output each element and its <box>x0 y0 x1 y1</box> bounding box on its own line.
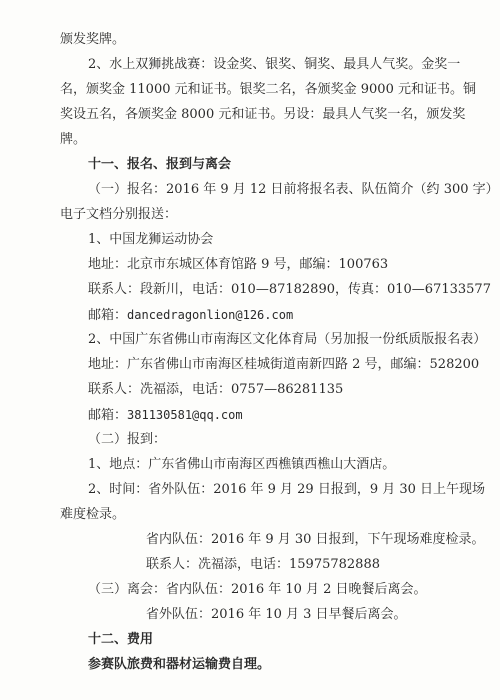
check-in-time-outside: 2、时间：省外队伍：2016 年 9 月 29 日报到，9 月 30 日上午现场 <box>88 482 486 497</box>
registration-deadline-line: （一）报名：2016 年 9 月 12 日前将报名表、队伍简介（约 300 字） <box>88 182 499 197</box>
section-11-heading: 十一、报名、报到与离会 <box>88 157 232 172</box>
org1-email-address: dancedragonlion@126.com <box>127 308 294 322</box>
org2-contact: 联系人：冼福添，电话：0757—86281135 <box>88 382 344 397</box>
double-lion-challenge-line: 2、水上双狮挑战赛：设金奖、银奖、铜奖、最具人气奖。金奖一 <box>88 57 461 72</box>
departure-inside: （三）离会：省内队伍：2016 年 10 月 2 日晚餐后离会。 <box>88 582 427 597</box>
org1-contact: 联系人：段新川，电话：010—87182890，传真：010—67133577 <box>88 282 491 297</box>
org2-email-label: 邮箱： <box>88 408 128 423</box>
award-medal-line: 颁发奖牌。 <box>60 32 126 47</box>
check-in-heading: （二）报到： <box>88 432 167 447</box>
org1-email-label: 邮箱： <box>88 308 128 323</box>
check-in-location: 1、地点：广东省佛山市南海区西樵镇西樵山大酒店。 <box>88 457 396 472</box>
org1-email-row <box>88 305 442 326</box>
org2-email-row <box>88 405 442 426</box>
submission-note-line: 电子文档分别报送： <box>60 207 178 222</box>
org1-address: 地址：北京市东城区体育馆路 9 号，邮编：100763 <box>88 257 389 272</box>
bronze-award-line: 奖设五名，各颁奖金 8000 元和证书。另设：最具人气奖一名，颁发奖 <box>60 107 466 122</box>
gold-silver-award-line: 名，颁奖金 11000 元和证书。银奖二名，各颁奖金 9000 元和证书。铜 <box>60 82 476 97</box>
org1-name: 1、中国龙狮运动协会 <box>88 232 214 247</box>
medal-end-line: 牌。 <box>60 132 87 147</box>
check-in-time-inside: 省内队伍：2016 年 9 月 30 日报到，下午现场难度检录。 <box>146 532 485 547</box>
org2-address: 地址：广东省佛山市南海区桂城街道南新四路 2 号，邮编：528200 <box>88 357 480 372</box>
fees-line: 参赛队旅费和器材运输费自理。 <box>88 657 271 672</box>
check-in-contact: 联系人：冼福添，电话：15975782888 <box>146 557 380 572</box>
check-in-time-outside-cont: 难度检录。 <box>60 507 126 522</box>
org2-name: 2、中国广东省佛山市南海区文化体育局（另加报一份纸质版报名表） <box>88 332 487 347</box>
section-12-heading: 十二、费用 <box>88 632 154 647</box>
org2-email-address: 381130581@qq.com <box>127 408 243 422</box>
departure-outside: 省外队伍：2016 年 10 月 3 日早餐后离会。 <box>146 607 407 622</box>
